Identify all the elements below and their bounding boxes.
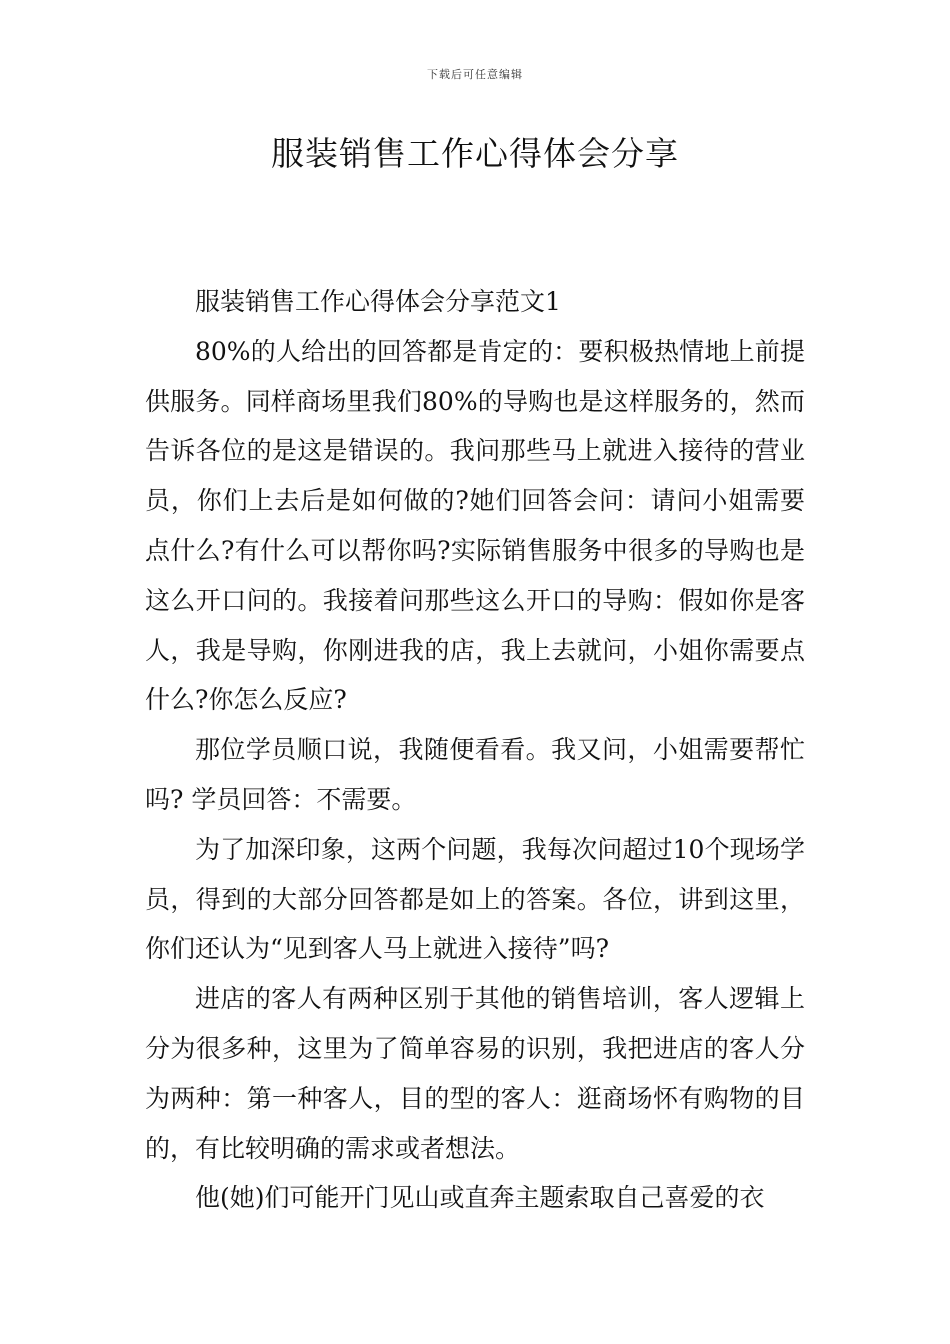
paragraph: 为了加深印象，这两个问题，我每次问超过10个现场学员，得到的大部分回答都是如上的答案。各位，讲到这里，你们还认为“见到客人马上就进入接待”吗? bbox=[145, 834, 805, 964]
document-body bbox=[145, 277, 805, 1223]
paragraph-subtitle: 服装销售工作心得体会分享范文1 bbox=[195, 287, 561, 316]
paragraph: 进店的客人有两种区别于其他的销售培训，客人逻辑上分为很多种，这里为了简单容易的识别，我把进店的客人分为两种：第一种客人，目的型的客人：逛商场怀有购物的目的，有比较明确的需求或者想法。 bbox=[145, 984, 805, 1163]
paragraph: 80%的人给出的回答都是肯定的：要积极热情地上前提供服务。同样商场里我们80%的导购也是这样服务的，然而告诉各位的是这是错误的。我问那些马上就进入接待的营业员，你们上去后是如何做的?她们回答会问：请问小姐需要点什么?有什么可以帮你吗?实际销售服务中很多的导购也是这么开口问的。我接着问那些这么开口的导购：假如你是客人，我是导购，你刚进我的店，我上去就问，小姐你需要点什么?你怎么反应? bbox=[145, 336, 805, 715]
header-note: 下载后可任意编辑 bbox=[427, 68, 523, 81]
paragraph: 那位学员顺口说，我随便看看。我又问，小姐需要帮忙吗? 学员回答：不需要。 bbox=[145, 735, 805, 814]
document-title: 服装销售工作心得体会分享 bbox=[271, 134, 679, 173]
paragraph: 他(她)们可能开门见山或直奔主题索取自己喜爱的衣 bbox=[195, 1183, 765, 1213]
